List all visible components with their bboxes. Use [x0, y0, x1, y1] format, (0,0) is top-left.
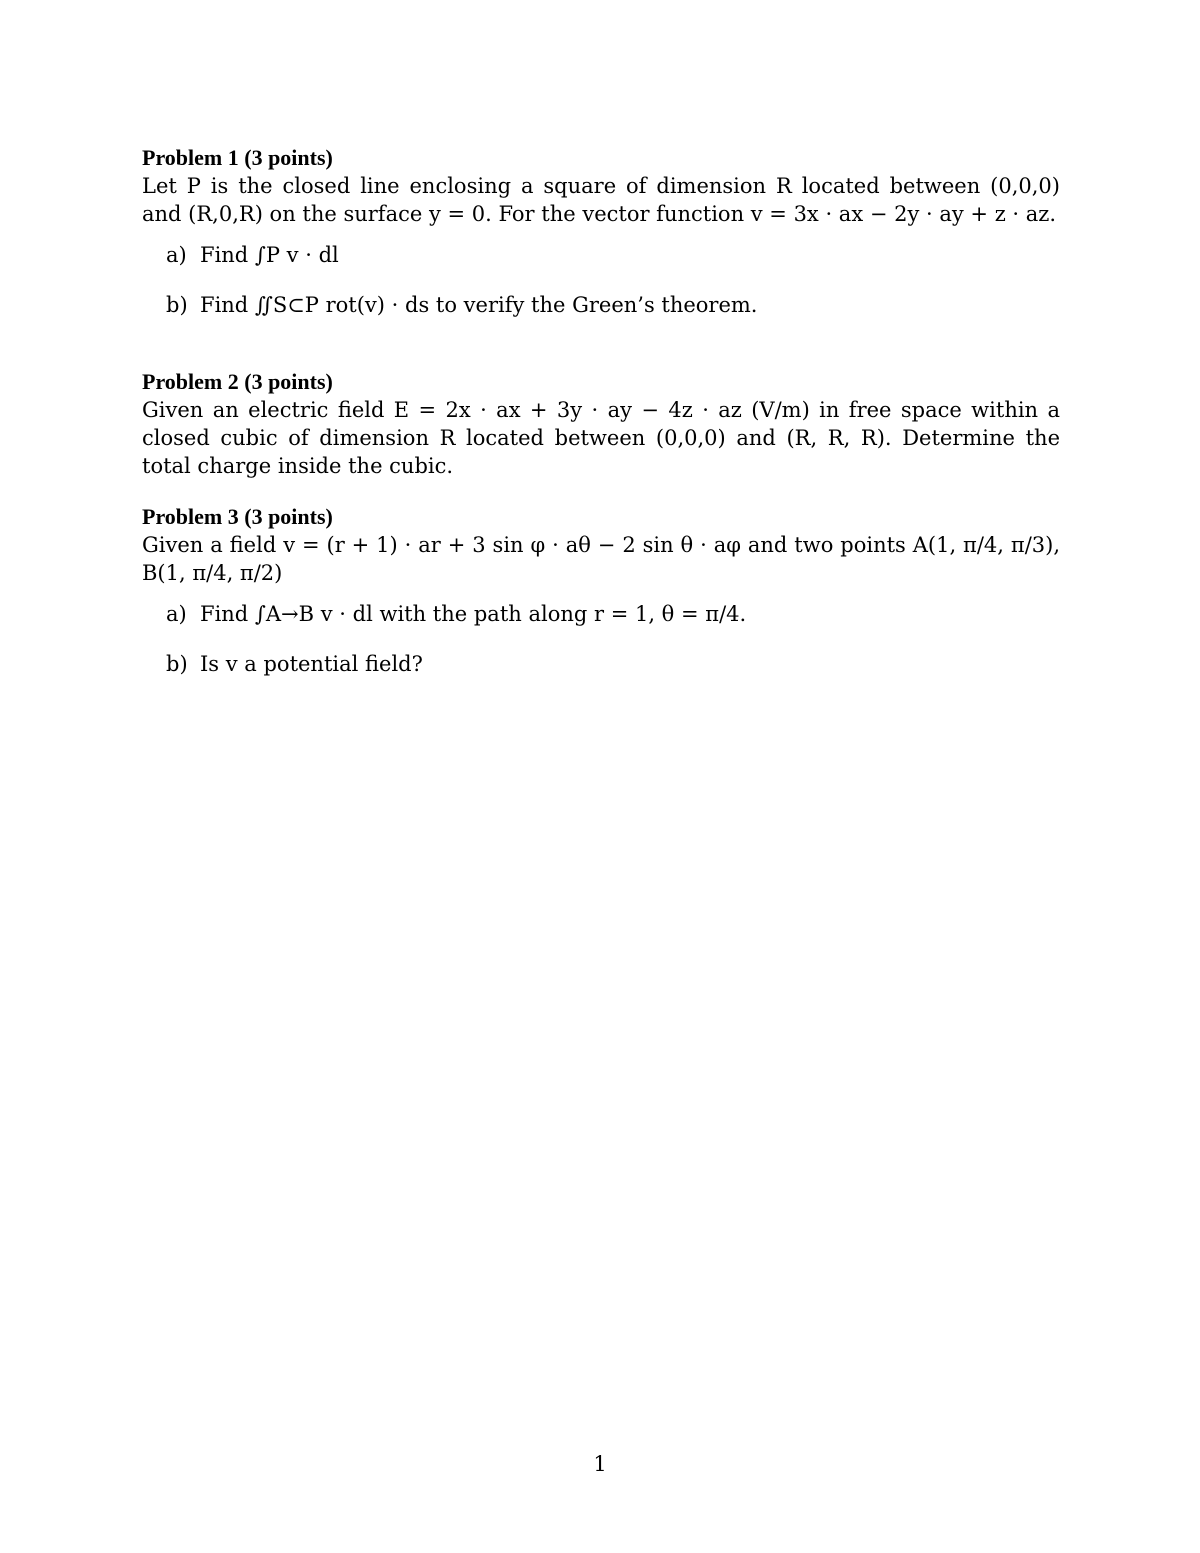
problem-3: [142, 503, 1060, 699]
part-text: Find ∬S⊂P rot(v) · ds to verify the Green’s theorem.: [200, 293, 758, 317]
part-marker: a): [166, 243, 187, 267]
problem-2: [142, 368, 1060, 480]
part-text: Find ∫A→B v · dl with the path along r = 1, θ = π/4.: [200, 602, 747, 626]
problem-1: [142, 144, 1060, 340]
problem-1-subparts: [166, 240, 1060, 320]
part-marker: b): [166, 652, 188, 676]
part-marker: b): [166, 293, 188, 317]
problem-3-subparts: [166, 599, 1060, 679]
problem-1-title: Problem 1 (3 points): [142, 145, 333, 170]
problem-2-statement: Given an electric field E = 2x · ax + 3y · ay − 4z · az (V/m) in free space within a closed cubic of dimension R located between (0,0,0) and (R, R, R). Determine the total charge inside the cubic.: [142, 398, 1060, 478]
part-text: Is v a potential field?: [200, 652, 423, 676]
problem-3-statement: Given a field v = (r + 1) · ar + 3 sin φ · aθ − 2 sin θ · aφ and two points A(1, π/4, π/3), B(1, π/4, π/2): [142, 533, 1060, 585]
problem-3-part-a: [166, 599, 1060, 629]
problem-2-title: Problem 2 (3 points): [142, 369, 333, 394]
problem-1-statement: Let P is the closed line enclosing a square of dimension R located between (0,0,0) and (R,0,R) on the surface y = 0. For the vector function v = 3x · ax − 2y · ay + z · az.: [142, 174, 1060, 226]
part-marker: a): [166, 602, 187, 626]
problem-1-part-a: [166, 240, 1060, 270]
part-text: Find ∫P v · dl: [200, 243, 339, 267]
problem-1-part-b: [166, 290, 1060, 320]
problem-3-title: Problem 3 (3 points): [142, 504, 333, 529]
page-number: 1: [593, 1452, 607, 1476]
problem-3-part-b: [166, 649, 1060, 679]
